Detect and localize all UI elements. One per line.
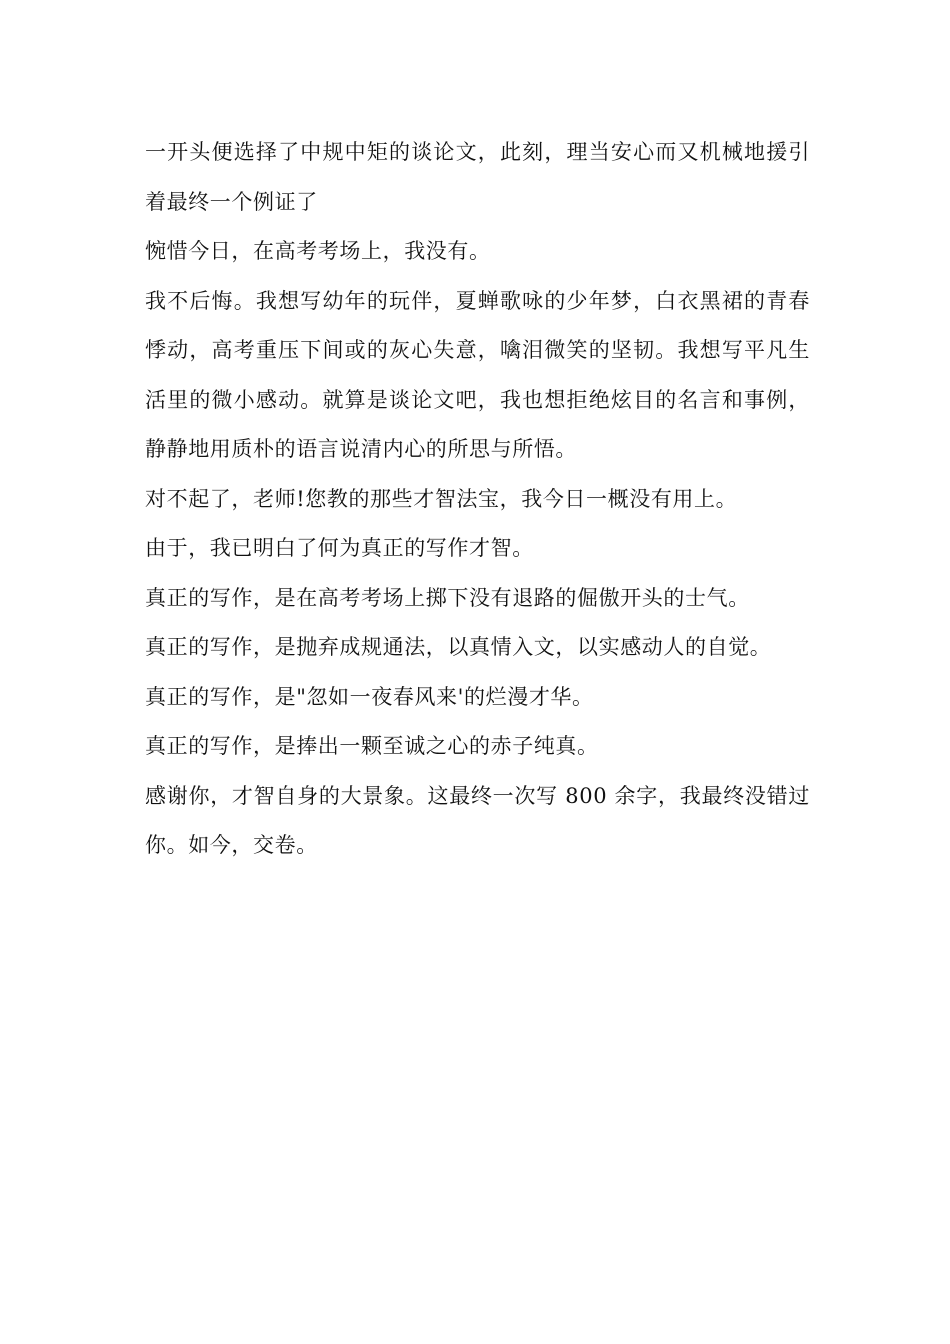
paragraph-6: 真正的写作，是在高考考场上掷下没有退路的倔傲开头的士气。 bbox=[145, 585, 750, 610]
paragraph-9: 真正的写作，是捧出一颗至诚之心的赤子纯真。 bbox=[145, 734, 599, 758]
paragraph-3: 我不后悔。我想写幼年的玩伴，夏蝉歌咏的少年梦，白衣黑裙的青春悸动，高考重压下间或的灰心失意，噙泪微笑的坚韧。我想写平凡生活里的微小感动。就算是谈论文吧，我也想拒绝炫目的名言和事例，静静地用质朴的语言说清内心的所思与所悟。 bbox=[145, 288, 810, 461]
paragraph-7: 真正的写作，是抛弃成规通法，以真情入文，以实感动人的自觉。 bbox=[145, 635, 772, 659]
paragraph-2: 惋惜今日，在高考考场上，我没有。 bbox=[145, 239, 491, 263]
paragraph-10: 感谢你，才智自身的大景象。这最终一次写 800 余字，我最终没错过你。如今，交卷。 bbox=[145, 783, 810, 857]
paragraph-1: 一开头便选择了中规中矩的谈论文，此刻，理当安心而又机械地援引着最终一个例证了 bbox=[145, 140, 810, 214]
paragraph-8: 真正的写作，是"忽如一夜春风来'的烂漫才华。 bbox=[145, 684, 594, 709]
paragraph-4: 对不起了，老师!您教的那些才智法宝，我今日一概没有用上。 bbox=[145, 486, 738, 511]
paragraph-5: 由于，我已明白了何为真正的写作才智。 bbox=[145, 536, 534, 560]
essay-body bbox=[145, 128, 810, 871]
